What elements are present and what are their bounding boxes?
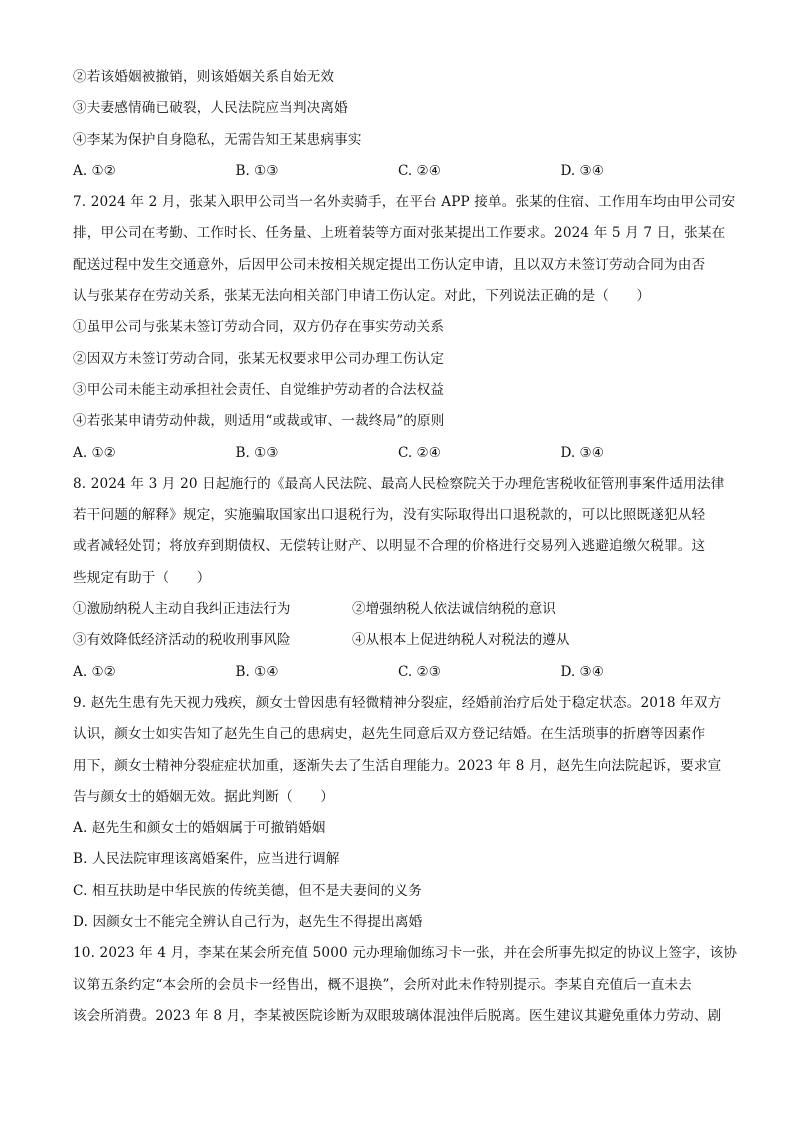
q8-stem-line: 若干问题的解释》规定，实施骗取国家出口退税行为，没有实际取得出口退税款的，可以比照既遂犯从轻 xyxy=(73,507,706,524)
q6-option-c: C. ②④ xyxy=(398,162,441,179)
q8-options xyxy=(73,657,723,688)
q7-stem-line: 排，甲公司在考勤、工作时长、任务量、上班着装等方面对张某提出工作要求。2024 年 5 月 7 日，张某在 xyxy=(73,225,726,242)
question-10 xyxy=(73,938,738,1032)
q6-option-b: B. ①③ xyxy=(235,162,279,179)
exam-page xyxy=(73,62,738,1032)
q8-option-a: A. ①② xyxy=(73,663,116,680)
question-9 xyxy=(73,688,723,938)
q7-option-d: D. ③④ xyxy=(560,444,604,461)
q8-option-d: D. ③④ xyxy=(560,663,604,680)
q7-option-b: B. ①③ xyxy=(235,444,279,461)
q6-statement-3: ③夫妻感情确已破裂，人民法院应当判决离婚 xyxy=(73,100,348,117)
q6-option-d: D. ③④ xyxy=(560,162,604,179)
question-7 xyxy=(73,187,736,469)
q8-stem-line: 8. 2024 年 3 月 20 日起施行的《最高人民法院、最高人民检察院关于办理危害税收征管刑事案件适用法律 xyxy=(73,475,725,492)
q8-option-b: B. ①④ xyxy=(235,663,279,680)
q8-statement-row xyxy=(73,625,723,656)
q8-statement-1: ①激励纳税人主动自我纠正违法行为 xyxy=(73,601,291,618)
q7-stem-line: 7. 2024 年 2 月，张某入职甲公司当一名外卖骑手，在平台 APP 接单。张某的住宿、工作用车均由甲公司安 xyxy=(73,194,736,211)
q10-stem-line: 该会所消费。2023 年 8 月，李某被医院诊断为双眼玻璃体混浊伴后脱离。医生建议其避免重体力劳动、剧 xyxy=(73,1007,722,1024)
q10-stem-line: 议第五条约定“本会所的会员卡一经售出，概不退换”，会所对此未作特别提示。李某自充值后一直未去 xyxy=(73,976,692,993)
question-6 xyxy=(73,62,723,187)
q8-statement-4: ④从根本上促进纳税人对税法的遵从 xyxy=(352,632,570,649)
q9-choice-d: D. 因颜女士不能完全辨认自己行为，赵先生不得提出离婚 xyxy=(73,914,423,931)
q7-stem-line: 配送过程中发生交通意外，后因甲公司未按相关规定提出工伤认定申请，且以双方未签订劳动合同为由否 xyxy=(73,256,706,273)
question-8 xyxy=(73,469,723,688)
q9-stem-line: 告与颜女士的婚姻无效。据此判断（ ） xyxy=(73,788,335,805)
q9-choice-a: A. 赵先生和颜女士的婚姻属于可撤销婚姻 xyxy=(73,820,326,837)
q7-stem-line: 认与张某存在劳动关系，张某无法向相关部门申请工伤认定。对此，下列说法正确的是（ ） xyxy=(73,288,651,305)
q8-statement-2: ②增强纳税人依法诚信纳税的意识 xyxy=(352,601,556,618)
q6-statement-2: ②若该婚姻被撤销，则该婚姻关系自始无效 xyxy=(73,69,335,85)
q8-statement-row xyxy=(73,594,723,625)
q7-option-a: A. ①② xyxy=(73,444,116,461)
q8-option-c: C. ②③ xyxy=(398,663,441,680)
q7-statement-4: ④若张某申请劳动仲裁，则适用“或裁或审、一裁终局”的原则 xyxy=(73,413,445,430)
q9-choice-b: B. 人民法院审理该离婚案件，应当进行调解 xyxy=(73,851,340,868)
q10-stem-line: 10. 2023 年 4 月，李某在某会所充值 5000 元办理瑜伽练习卡一张，并在会所事先拟定的协议上签字，该协 xyxy=(73,945,738,962)
q7-statement-1: ①虽甲公司与张某未签订劳动合同，双方仍存在事实劳动关系 xyxy=(73,319,445,336)
q6-options xyxy=(73,156,723,187)
q9-stem-line: 用下，颜女士精神分裂症症状加重，逐渐失去了生活自理能力。2023 年 8 月，赵先生向法院起诉，要求宣 xyxy=(73,757,722,774)
q6-option-a: A. ①② xyxy=(73,162,116,179)
q6-statement-4: ④李某为保护自身隐私，无需告知王某患病事实 xyxy=(73,131,362,148)
q7-statement-2: ②因双方未签订劳动合同，张某无权要求甲公司办理工伤认定 xyxy=(73,350,445,367)
q9-choice-c: C. 相互扶助是中华民族的传统美德，但不是夫妻间的义务 xyxy=(73,882,422,899)
q9-stem-line: 9. 赵先生患有先天视力残疾，颜女士曾因患有轻微精神分裂症，经婚前治疗后处于稳定状态。2018 年双方 xyxy=(73,694,722,711)
q7-option-c: C. ②④ xyxy=(398,444,441,461)
q8-stem-line: 或者减轻处罚；将放弃到期债权、无偿转让财产、以明显不合理的价格进行交易列入逃避追缴欠税罪。这 xyxy=(73,538,706,555)
q8-stem-line: 些规定有助于（ ） xyxy=(73,569,211,586)
q7-statement-3: ③甲公司未能主动承担社会责任、自觉维护劳动者的合法权益 xyxy=(73,381,445,398)
q9-stem-line: 认识，颜女士如实告知了赵先生自己的患病史，赵先生同意后双方登记结婚。在生活琐事的折磨等因素作 xyxy=(73,726,706,743)
q8-statement-3: ③有效降低经济活动的税收刑事风险 xyxy=(73,632,291,649)
q7-options xyxy=(73,438,723,469)
